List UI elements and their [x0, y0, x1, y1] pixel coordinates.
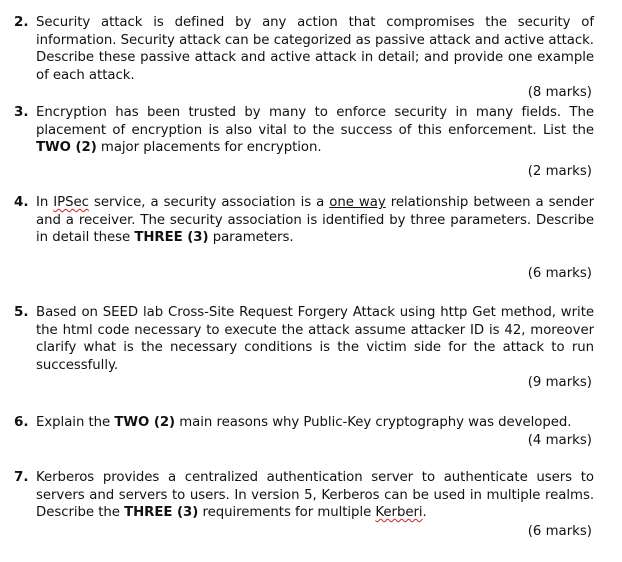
question-text-segment: relationship between a sender and a receiver. The security association is identified by three parameters. Describe in detail these: [36, 195, 594, 245]
question-number: 5.: [14, 304, 29, 320]
question-number: 2.: [14, 14, 29, 30]
emphasis-count: TWO (2): [114, 415, 176, 430]
question-text-segment: major placements for encryption.: [96, 140, 322, 155]
question-text: [36, 14, 594, 84]
question-text-segment: requirements for multiple: [198, 505, 376, 520]
underlined-term: one way: [329, 195, 386, 210]
question-number: 7.: [14, 469, 29, 485]
marks-label: (6 marks): [527, 265, 592, 281]
question-text-segment: .: [422, 505, 427, 520]
question-6: [14, 414, 594, 449]
question-text-segment: Based on SEED lab Cross-Site Request Forgery Attack using http Get method, write the html code necessary to execute the attack assume attacker ID is 42, moreover clarify what is the necessary conditions is the victim side for the attack to run successfully.: [36, 305, 594, 373]
marks-label: (6 marks): [527, 523, 592, 539]
question-number: 3.: [14, 104, 29, 120]
question-text-segment: Kerberos provides a centralized authentication server to authenticate users to servers and servers to users. In version 5, Kerberos can be used in multiple realms. Describe the: [36, 470, 594, 520]
emphasis-count: THREE (3): [134, 230, 209, 245]
question-text-segment: In: [36, 195, 54, 210]
question-text-segment: service, a security association is a: [88, 195, 330, 210]
question-5: [14, 304, 594, 392]
question-text-segment: Encryption has been trusted by many to enforce security in many fields. The placement of encryption is also vital to the success of this enforcement. List the: [36, 105, 594, 138]
question-4: [14, 194, 594, 282]
emphasis-count: TWO (2): [36, 140, 97, 155]
question-text: [36, 414, 594, 432]
question-7: [14, 469, 594, 540]
question-text-segment: Explain the: [36, 415, 115, 430]
marks-label: (8 marks): [527, 85, 592, 100]
question-text-segment: Security attack is defined by any action that compromises the security of information. Security attack can be categorized as passive attack and active attack. Describe these passive attack and active attack in detail; and provide one example of each attack.: [36, 15, 594, 83]
emphasis-count: THREE (3): [124, 505, 199, 520]
question-2: [14, 14, 594, 102]
question-text-segment: parameters.: [208, 230, 294, 245]
question-number: 4.: [14, 194, 29, 210]
question-text: [36, 304, 594, 374]
spellcheck-flagged-word: IPSec: [53, 195, 89, 210]
question-number: 6.: [14, 414, 29, 430]
question-3: [14, 104, 594, 180]
question-text-segment: main reasons why Public-Key cryptography was developed.: [175, 415, 572, 430]
question-text: [36, 104, 594, 157]
question-text: [36, 469, 594, 522]
marks-label: (2 marks): [527, 163, 592, 179]
spellcheck-flagged-word: Kerberi: [375, 505, 423, 520]
marks-label: (9 marks): [527, 375, 592, 390]
question-text: [36, 194, 594, 247]
marks-label: (4 marks): [527, 432, 592, 448]
